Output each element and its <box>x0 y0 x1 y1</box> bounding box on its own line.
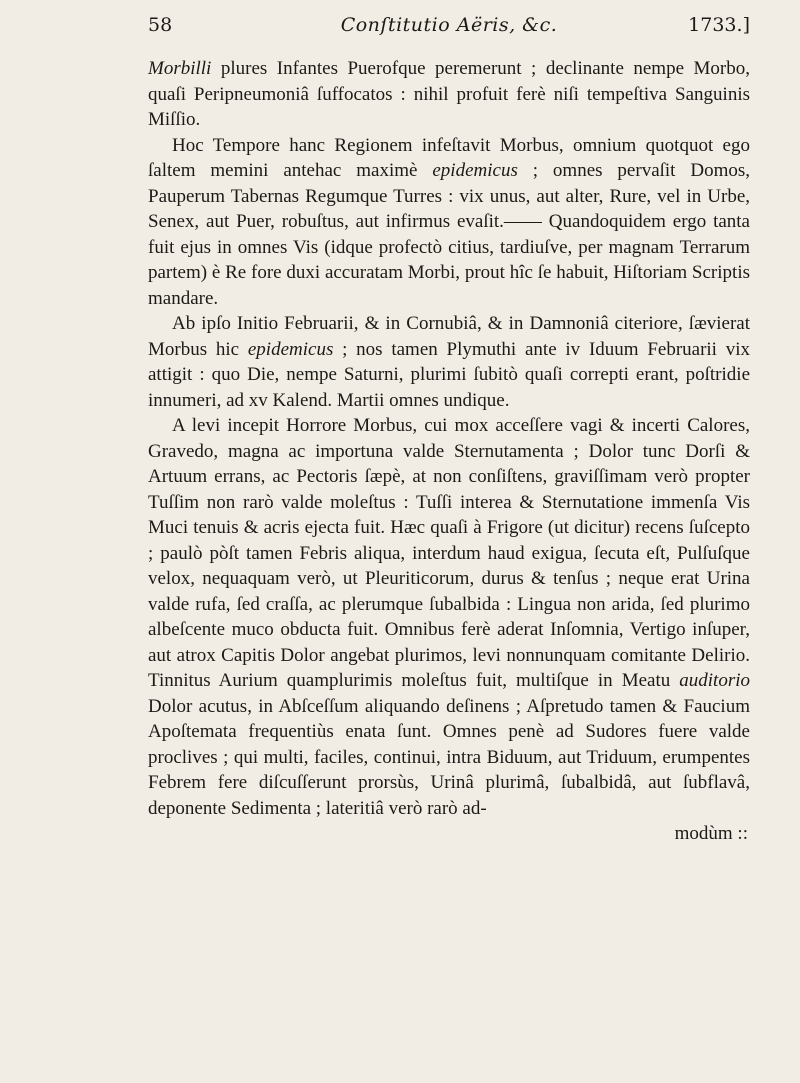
italic-term: epidemicus <box>247 338 334 360</box>
text-run: Hoc Tempore hanc Regionem infeſtavit Morbus, omnium quotquot ego ſaltem memini antehac maximè <box>148 134 750 181</box>
paragraph <box>148 133 750 312</box>
text-run: plures Infantes Puerofque peremerunt ; declinante nempe Morbo, quaſi Peripneumoniâ ſuffocatos : nihil profuit ferè niſi tempeſtiva Sanguinis Miſſio. <box>148 58 750 130</box>
text-run: A levi incepit Horrore Morbus, cui mox acceſſere vagi & incerti Calores, Gravedo, magna ac importuna valde Sternutamenta ; Dolor tunc Dorſi & Artuum errans, ac Pectoris ſæpè, at non conſiſtens, graviſſimam verò propter Tuſſim non rarò valde moleſtus : Tuſſi interea & Sternutatione immenſa Vis Muci tenuis & acris ejecta fuit. Hæc quaſi à Frigore (ut dicitur) recens ſuſcepto ; paulò pòſt tamen Febris aliqua, interdum haud exigua, ſecuta eſt, Pulſuſque velox, nequaquam verò, ut Pleuriticorum, durus & tenſus ; neque erat Urina valde rufa, ſed craſſa, ac plerumque ſubalbida : Lingua non arida, ſed plurimo albeſcente muco obducta fuit. Omnibus ferè aderat Inſomnia, Vertigo inſuper, aut atrox Capitis Dolor angebat plurimos, levi nonnunquam comitante Delirio. Tinnitus Aurium quamplurimis moleſtus fuit, multiſque in Meatu <box>148 415 750 691</box>
catchword: modùm :: <box>674 823 748 844</box>
text-run: ; nos tamen Plymuthi ante iv Iduum Februarii vix attigit : quo Die, nempe Saturni, plurimi ſubitò quaſi correpti erant, poſtridie innumeri, ad xv Kalend. Martii omnes undique. <box>148 338 751 411</box>
running-year: 1733.] <box>688 14 750 36</box>
italic-term: auditorio <box>679 670 750 691</box>
text-run: Dolor acutus, in Abſceſſum aliquando deſinens ; Aſpretudo tamen & Faucium Apoſtemata frequentiùs enata ſunt. Omnes penè ad Sudores fuere valde proclives ; qui multi, faciles, continui, intra Biduum, aut Triduum, erumpentes Febrem fere diſcuſſerunt prorsùs, Urinâ plurimâ, ſubalbidâ, aut ſubflavâ, deponente Sedimenta ; lateritiâ verò rarò ad- <box>148 695 750 819</box>
page-number: 58 <box>148 14 173 36</box>
paragraph <box>148 56 750 133</box>
running-head <box>148 14 750 56</box>
paragraph <box>148 311 750 413</box>
body-text <box>148 56 750 821</box>
running-title: Conſtitutio Aëris, &c. <box>340 14 558 36</box>
italic-term: epidemicus <box>432 160 518 181</box>
text-run: ; omnes pervaſit Domos, Pauperum Tabernas Regumque Turres : vix unus, aut alter, Rure, vel in Urbe, Senex, aut Puer, robuſtus, aut infirmus evaſit.—— Quandoquidem ergo tanta fuit ejus in omnes Vis (idque profectò citius, tardiuſve, per magnam Terrarum partem) è Re fore duxi accuratam Morbi, prout hîc ſe habuit, Hiſtoriam Scriptis mandare. <box>148 160 751 309</box>
lead-word: Morbilli <box>148 58 212 79</box>
text-run: Ab ipſo Initio Februarii, & in Cornubiâ, & in Damnoniâ citeriore, ſævierat Morbus hic <box>148 313 750 360</box>
paragraph <box>148 413 750 821</box>
